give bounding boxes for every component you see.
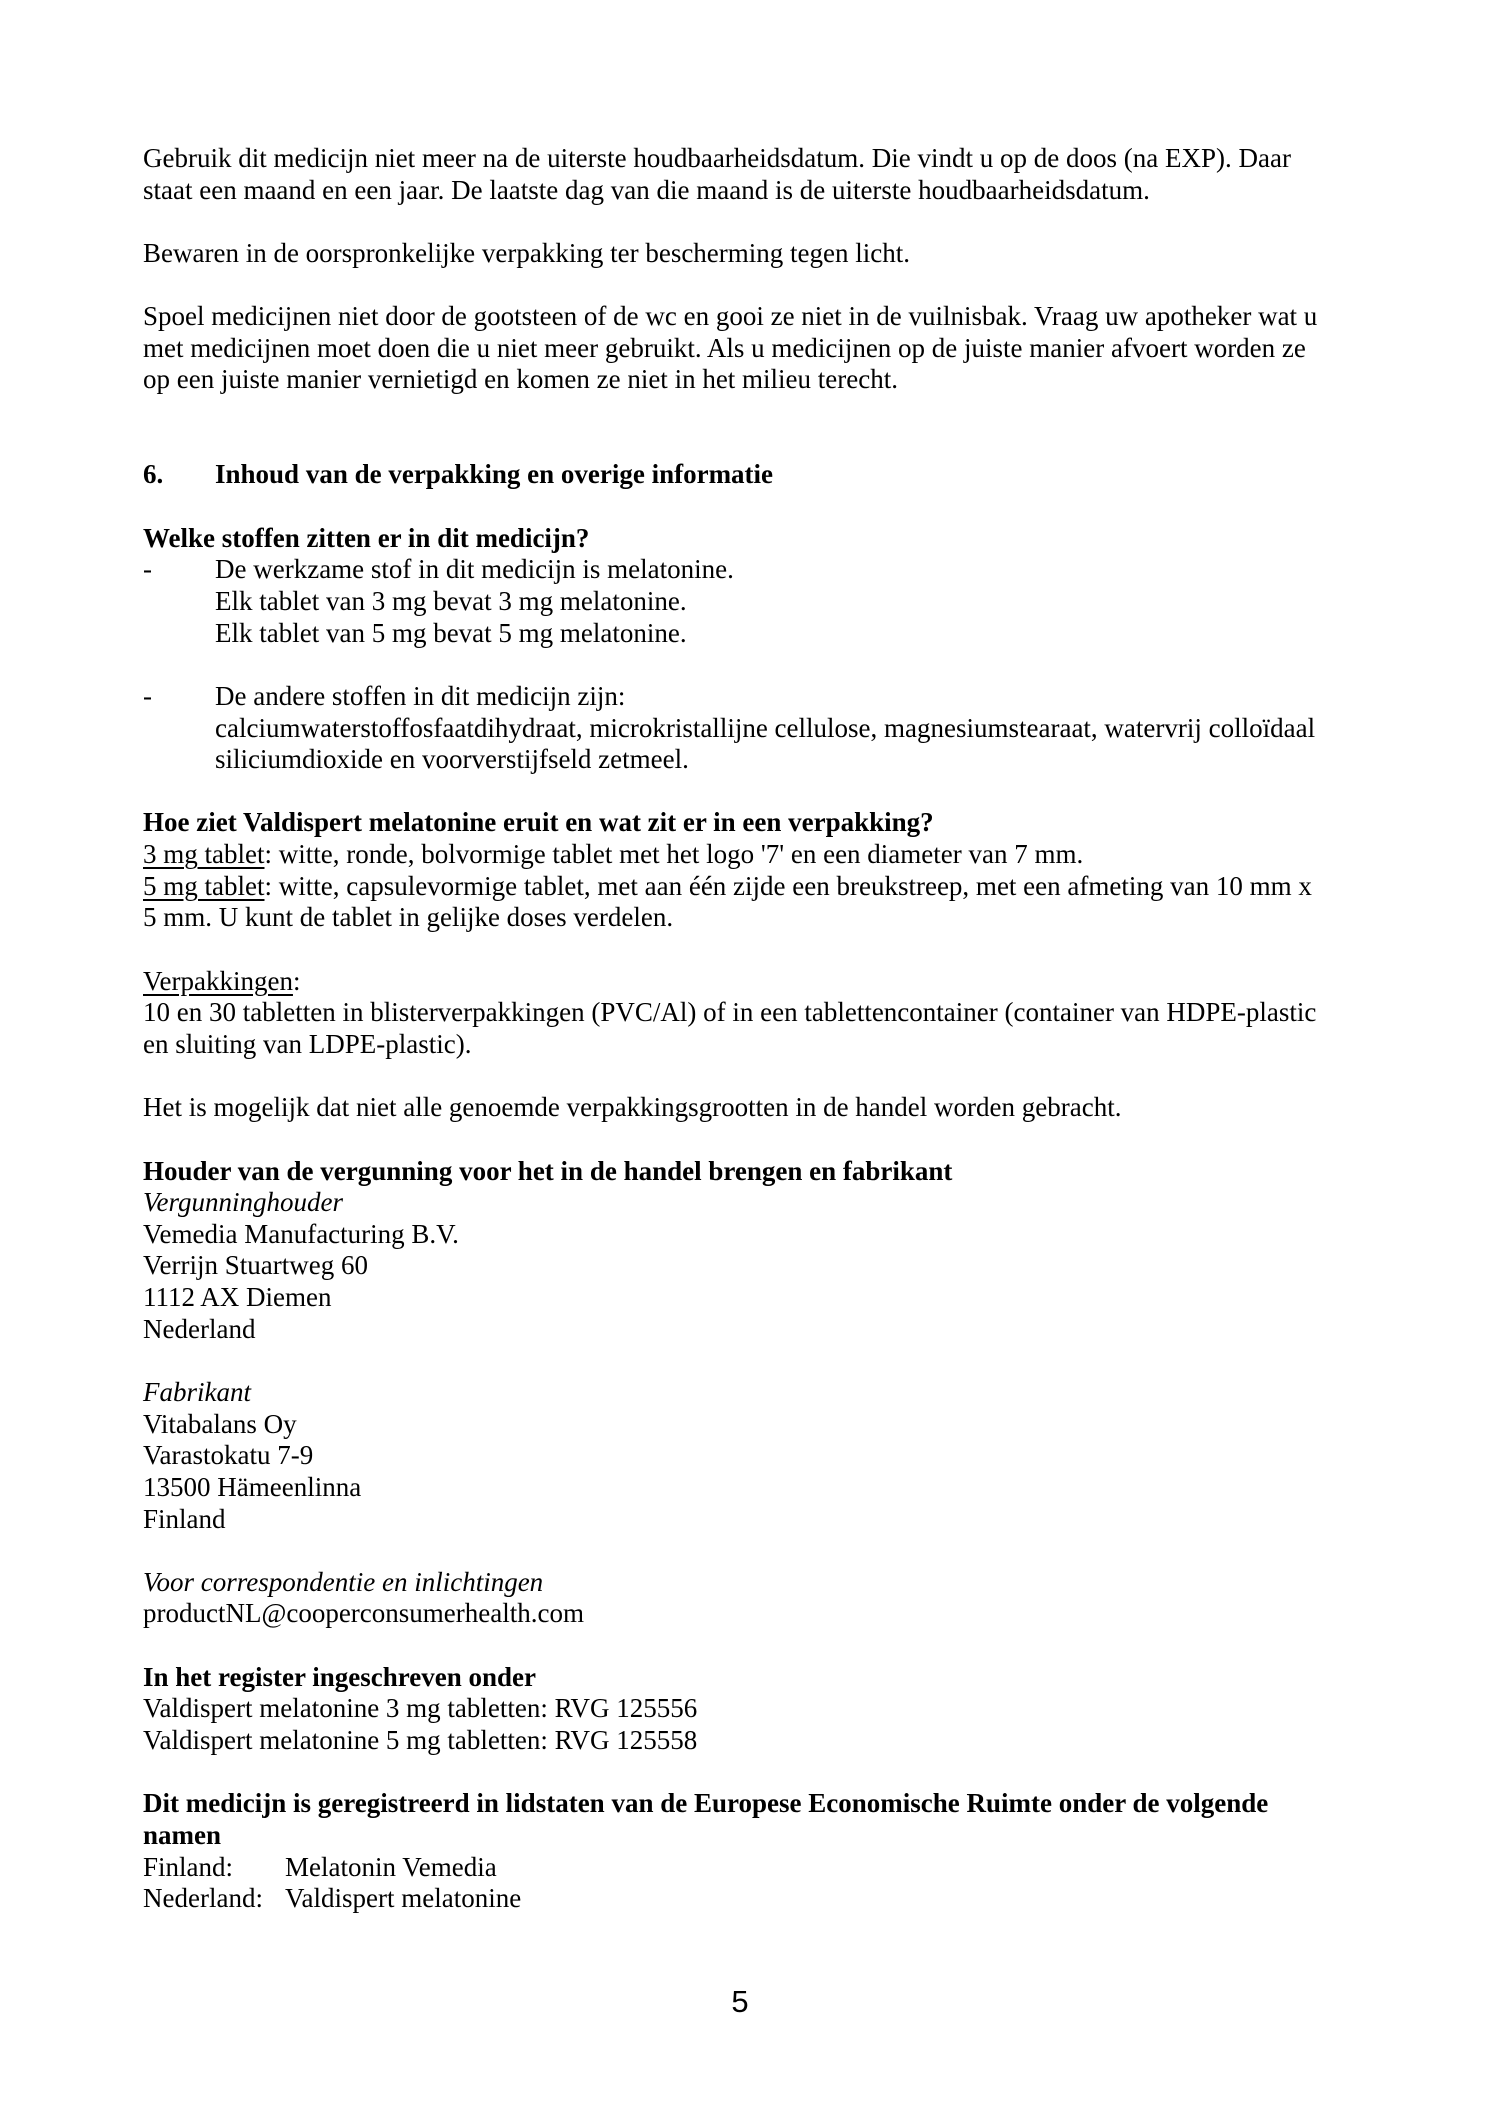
- section-number: 6.: [143, 459, 164, 490]
- mixed-style-line: [143, 839, 1356, 871]
- blank-line: [143, 1757, 1356, 1789]
- section-heading: [143, 459, 1356, 491]
- text-segment: : witte, capsulevormige tablet, met aan één zijde een breukstreep, met een afmeting van 10 mm x: [264, 870, 1312, 901]
- paragraph-text: Nederland: [143, 1313, 256, 1344]
- paragraph-text: Finland: [143, 1503, 226, 1534]
- blank-line: [143, 206, 1356, 238]
- paragraph-line: [143, 1693, 1356, 1725]
- indented-text: calciumwaterstoffosfaatdihydraat, microkristallijne cellulose, magnesiumstearaat, watervrij colloïdaal: [215, 712, 1316, 743]
- paragraph-text: Valdispert melatonine 3 mg tabletten: RVG 125556: [143, 1693, 698, 1724]
- paragraph-text: Vemedia Manufacturing B.V.: [143, 1218, 459, 1249]
- indented-text-line: [143, 713, 1356, 745]
- subheading-text: Welke stoffen zitten er in dit medicijn?: [143, 522, 590, 553]
- paragraph-text: staat een maand en een jaar. De laatste dag van die maand is de uiterste houdbaarheidsdatum.: [143, 174, 1150, 205]
- paragraph-line: [143, 143, 1356, 175]
- leaflet-text-content: [143, 143, 1356, 1915]
- paragraph-line: [143, 997, 1356, 1029]
- italic-label-text: Fabrikant: [143, 1376, 251, 1407]
- blank-line: [143, 649, 1356, 681]
- subheading-line: [143, 523, 1356, 555]
- paragraph-line: [143, 1314, 1356, 1346]
- paragraph-line: [143, 1282, 1356, 1314]
- paragraph-text: Het is mogelijk dat niet alle genoemde verpakkingsgrootten in de handel worden gebracht.: [143, 1092, 1122, 1123]
- indented-text-line: [143, 586, 1356, 618]
- country-name-line: [143, 1883, 1356, 1915]
- paragraph-text: en sluiting van LDPE-plastic).: [143, 1028, 472, 1059]
- paragraph-line: [143, 1219, 1356, 1251]
- paragraph-line: [143, 1598, 1356, 1630]
- country-name-line: [143, 1852, 1356, 1884]
- paragraph-line: [143, 175, 1356, 207]
- indented-text: Elk tablet van 5 mg bevat 5 mg melatonine.: [215, 617, 687, 648]
- registered-name: Melatonin Vemedia: [285, 1851, 497, 1882]
- paragraph-text: Vitabalans Oy: [143, 1408, 297, 1439]
- paragraph-text: 10 en 30 tabletten in blisterverpakkingen (PVC/Al) of in een tablettencontainer (container van HDPE-plastic: [143, 997, 1317, 1028]
- paragraph-text: 13500 Hämeenlinna: [143, 1471, 362, 1502]
- paragraph-line: [143, 1440, 1356, 1472]
- blank-line: [143, 1061, 1356, 1093]
- subheading-line: [143, 1788, 1356, 1820]
- country-label: Finland:: [143, 1851, 234, 1882]
- list-dash-marker: -: [143, 554, 152, 585]
- text-segment: :: [292, 965, 301, 996]
- paragraph-line: [143, 301, 1356, 333]
- paragraph-text: Gebruik dit medicijn niet meer na de uiterste houdbaarheidsdatum. Die vindt u op de doos (na EXP). Daar: [143, 143, 1291, 173]
- subheading-text: In het register ingeschreven onder: [143, 1661, 536, 1692]
- blank-line: [143, 1124, 1356, 1156]
- subheading-text: Hoe ziet Valdispert melatonine eruit en wat zit er in een verpakking?: [143, 807, 934, 838]
- paragraph-text: Varastokatu 7-9: [143, 1440, 314, 1471]
- indented-text-line: [143, 744, 1356, 776]
- subheading-line: [143, 1156, 1356, 1188]
- text-segment: : witte, ronde, bolvormige tablet met het logo '7' en een diameter van 7 mm.: [264, 839, 1084, 870]
- blank-line: [143, 428, 1356, 460]
- paragraph-text: met medicijnen moet doen die u niet meer gebruikt. Als u medicijnen op de juiste manier afvoert worden ze: [143, 332, 1306, 363]
- registered-name: Valdispert melatonine: [285, 1883, 522, 1914]
- subheading-text: Houder van de vergunning voor het in de handel brengen en fabrikant: [143, 1155, 953, 1186]
- blank-line: [143, 934, 1356, 966]
- italic-label-line: [143, 1187, 1356, 1219]
- paragraph-line: [143, 364, 1356, 396]
- paragraph-line: [143, 1250, 1356, 1282]
- indented-text: siliciumdioxide en voorverstijfseld zetmeel.: [215, 744, 689, 775]
- subheading-text: Dit medicijn is geregistreerd in lidstaten van de Europese Economische Ruimte onder de volgende: [143, 1788, 1269, 1819]
- italic-label-text: Vergunninghouder: [143, 1187, 343, 1218]
- underlined-lead-text: 3 mg tablet: [143, 839, 265, 870]
- country-label: Nederland:: [143, 1883, 263, 1914]
- blank-line: [143, 776, 1356, 808]
- paragraph-line: [143, 1029, 1356, 1061]
- paragraph-line: [143, 238, 1356, 270]
- mixed-style-line: [143, 871, 1356, 903]
- blank-line: [143, 491, 1356, 523]
- paragraph-text: Verrijn Stuartweg 60: [143, 1250, 368, 1281]
- paragraph-text: productNL@cooperconsumerhealth.com: [143, 1598, 584, 1629]
- paragraph-line: [143, 333, 1356, 365]
- mixed-style-line: [143, 966, 1356, 998]
- blank-line: [143, 1535, 1356, 1567]
- blank-line: [143, 1630, 1356, 1662]
- list-item-text: De andere stoffen in dit medicijn zijn:: [215, 680, 626, 711]
- paragraph-line: [143, 1725, 1356, 1757]
- subheading-line: [143, 807, 1356, 839]
- paragraph-text: 5 mm. U kunt de tablet in gelijke doses verdelen.: [143, 902, 674, 933]
- list-item-text: De werkzame stof in dit medicijn is melatonine.: [215, 554, 734, 585]
- italic-label-line: [143, 1377, 1356, 1409]
- section-heading-text: Inhoud van de verpakking en overige informatie: [215, 459, 774, 490]
- paragraph-text: Valdispert melatonine 5 mg tabletten: RVG 125558: [143, 1725, 698, 1756]
- paragraph-text: op een juiste manier vernietigd en komen ze niet in het milieu terecht.: [143, 364, 898, 395]
- paragraph-text: 1112 AX Diemen: [143, 1282, 332, 1313]
- paragraph-text: Spoel medicijnen niet door de gootsteen of de wc en gooi ze niet in de vuilnisbak. Vraag uw apotheker wat u: [143, 301, 1318, 332]
- list-item-line: [143, 681, 1356, 713]
- italic-label-line: [143, 1567, 1356, 1599]
- blank-line: [143, 1345, 1356, 1377]
- subheading-line: [143, 1820, 1356, 1852]
- paragraph-line: [143, 1409, 1356, 1441]
- subheading-text: namen: [143, 1819, 222, 1850]
- blank-line: [143, 270, 1356, 302]
- page-number: 5: [731, 1984, 749, 2019]
- paragraph-line: [143, 1472, 1356, 1504]
- paragraph-line: [143, 902, 1356, 934]
- underlined-lead-text: 5 mg tablet: [143, 870, 265, 901]
- indented-text-line: [143, 618, 1356, 650]
- underlined-lead-text: Verpakkingen: [143, 965, 293, 996]
- indented-text: Elk tablet van 3 mg bevat 3 mg melatonine.: [215, 585, 687, 616]
- italic-label-text: Voor correspondentie en inlichtingen: [143, 1566, 544, 1597]
- subheading-line: [143, 1662, 1356, 1694]
- list-dash-marker: -: [143, 680, 152, 711]
- paragraph-text: Bewaren in de oorspronkelijke verpakking ter bescherming tegen licht.: [143, 237, 910, 268]
- list-item-line: [143, 554, 1356, 586]
- paragraph-line: [143, 1504, 1356, 1536]
- blank-line: [143, 396, 1356, 428]
- paragraph-line: [143, 1092, 1356, 1124]
